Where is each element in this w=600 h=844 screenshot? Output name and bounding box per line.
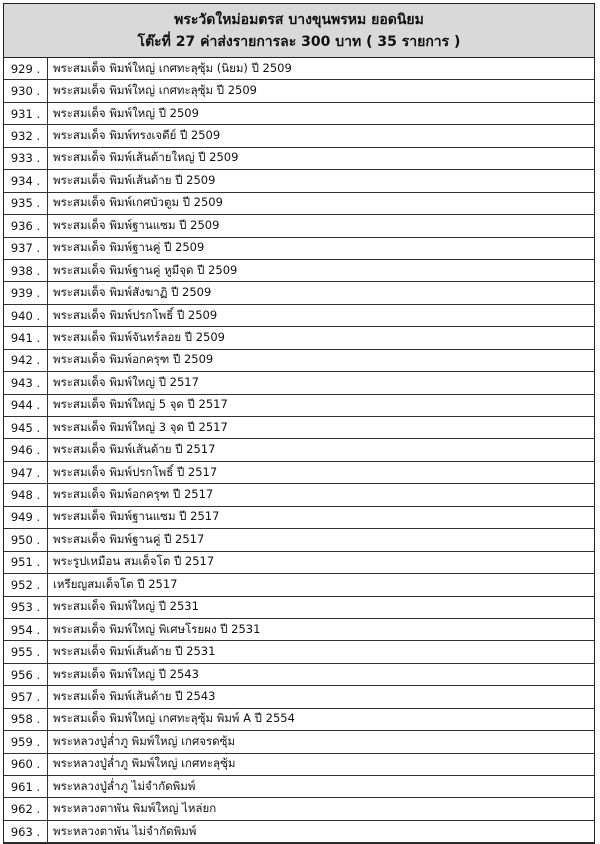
table-row [4, 574, 594, 596]
table-row [4, 372, 594, 394]
item-name: พระสมเด็จ พิมพ์สังฆาฏิ ปี 2509 [48, 282, 595, 304]
list-title: พระวัดใหม่อมตรส บางขุนพรหม ยอดนิยม [174, 12, 424, 28]
table-row [4, 304, 594, 326]
table-row [4, 170, 594, 192]
item-number: 930 . [4, 80, 48, 102]
table-row [4, 349, 594, 371]
item-name: พระหลวงตาพัน ไม่จำกัดพิมพ์ [48, 820, 595, 842]
item-number: 943 . [4, 372, 48, 394]
item-name: พระสมเด็จ พิมพ์ใหญ่ 5 จุด ปี 2517 [48, 394, 595, 416]
item-number: 953 . [4, 596, 48, 618]
item-number: 961 . [4, 776, 48, 798]
item-name: พระหลวงตาพัน พิมพ์ใหญ่ ไหล่ยก [48, 798, 595, 820]
table-row [4, 215, 594, 237]
item-name: พระสมเด็จ พิมพ์เกศบัวตูม ปี 2509 [48, 192, 595, 214]
item-number: 929 . [4, 58, 48, 80]
table-row [4, 708, 594, 730]
item-number: 932 . [4, 125, 48, 147]
table-row [4, 147, 594, 169]
item-name: พระสมเด็จ พิมพ์เส้นด้ายใหญ่ ปี 2509 [48, 147, 595, 169]
item-name: พระสมเด็จ พิมพ์ใหญ่ 3 จุด ปี 2517 [48, 417, 595, 439]
item-name: พระสมเด็จ พิมพ์ฐานแซม ปี 2509 [48, 215, 595, 237]
item-number: 949 . [4, 506, 48, 528]
item-number: 948 . [4, 484, 48, 506]
item-name: พระสมเด็จ พิมพ์เส้นด้าย ปี 2517 [48, 439, 595, 461]
item-number: 944 . [4, 394, 48, 416]
item-number: 938 . [4, 259, 48, 281]
table-row [4, 484, 594, 506]
item-number: 946 . [4, 439, 48, 461]
table-row [4, 529, 594, 551]
table-row [4, 417, 594, 439]
table-row [4, 641, 594, 663]
item-number: 963 . [4, 820, 48, 842]
item-number: 947 . [4, 461, 48, 483]
item-name: พระสมเด็จ พิมพ์จันทร์ลอย ปี 2509 [48, 327, 595, 349]
table-row [4, 551, 594, 573]
item-name: พระสมเด็จ พิมพ์ใหญ่ ปี 2543 [48, 663, 595, 685]
item-number: 959 . [4, 731, 48, 753]
list-header [4, 4, 594, 58]
item-name: พระสมเด็จ พิมพ์ใหญ่ ปี 2509 [48, 102, 595, 124]
item-number: 934 . [4, 170, 48, 192]
table-row [4, 80, 594, 102]
table-row [4, 125, 594, 147]
item-name: พระสมเด็จ พิมพ์เส้นด้าย ปี 2509 [48, 170, 595, 192]
item-number: 958 . [4, 708, 48, 730]
table-row [4, 731, 594, 753]
table-row [4, 58, 594, 80]
item-number: 937 . [4, 237, 48, 259]
item-table-body [4, 58, 594, 843]
item-number: 942 . [4, 349, 48, 371]
table-row [4, 237, 594, 259]
item-name: พระหลวงปู่ล่ำภู พิมพ์ใหญ่ เกศทะลุซุ้ม [48, 753, 595, 775]
table-row [4, 259, 594, 281]
item-name: พระสมเด็จ พิมพ์ใหญ่ ปี 2531 [48, 596, 595, 618]
item-number: 956 . [4, 663, 48, 685]
item-name: พระสมเด็จ พิมพ์ใหญ่ ปี 2517 [48, 372, 595, 394]
table-row [4, 686, 594, 708]
item-name: เหรียญสมเด็จโต ปี 2517 [48, 574, 595, 596]
item-number: 957 . [4, 686, 48, 708]
item-name: พระสมเด็จ พิมพ์ปรกโพธิ์ ปี 2517 [48, 461, 595, 483]
item-number: 941 . [4, 327, 48, 349]
table-row [4, 439, 594, 461]
item-name: พระสมเด็จ พิมพ์เส้นด้าย ปี 2531 [48, 641, 595, 663]
item-name: พระสมเด็จ พิมพ์อกครุฑ ปี 2517 [48, 484, 595, 506]
item-number: 962 . [4, 798, 48, 820]
table-row [4, 776, 594, 798]
table-row [4, 753, 594, 775]
auction-list-sheet [3, 3, 595, 844]
table-row [4, 461, 594, 483]
table-row [4, 663, 594, 685]
item-name: พระสมเด็จ พิมพ์ใหญ่ พิเศษโรยผง ปี 2531 [48, 618, 595, 640]
item-number: 933 . [4, 147, 48, 169]
item-name: พระรูปเหมือน สมเด็จโต ปี 2517 [48, 551, 595, 573]
item-number: 936 . [4, 215, 48, 237]
table-row [4, 596, 594, 618]
item-number: 960 . [4, 753, 48, 775]
item-name: พระสมเด็จ พิมพ์ฐานคู่ หูมีจุด ปี 2509 [48, 259, 595, 281]
table-row [4, 618, 594, 640]
table-row [4, 327, 594, 349]
item-number: 939 . [4, 282, 48, 304]
item-name: พระสมเด็จ พิมพ์เส้นด้าย ปี 2543 [48, 686, 595, 708]
item-name: พระสมเด็จ พิมพ์ใหญ่ เกศทะลุซุ้ม (นิยม) ปี 2509 [48, 58, 595, 80]
table-row [4, 192, 594, 214]
item-name: พระสมเด็จ พิมพ์ปรกโพธิ์ ปี 2509 [48, 304, 595, 326]
item-number: 954 . [4, 618, 48, 640]
item-name: พระสมเด็จ พิมพ์ฐานคู่ ปี 2517 [48, 529, 595, 551]
item-name: พระหลวงปู่ล่ำภู ไม่จำกัดพิมพ์ [48, 776, 595, 798]
item-name: พระสมเด็จ พิมพ์อกครุฑ ปี 2509 [48, 349, 595, 371]
item-name: พระสมเด็จ พิมพ์ใหญ่ เกศทะลุซุ้ม พิมพ์ A ปี 2554 [48, 708, 595, 730]
item-number: 931 . [4, 102, 48, 124]
table-row [4, 394, 594, 416]
item-number: 940 . [4, 304, 48, 326]
table-row [4, 506, 594, 528]
item-name: พระสมเด็จ พิมพ์ฐานแซม ปี 2517 [48, 506, 595, 528]
item-name: พระสมเด็จ พิมพ์ฐานคู่ ปี 2509 [48, 237, 595, 259]
item-number: 951 . [4, 551, 48, 573]
item-name: พระหลวงปู่ล่ำภู พิมพ์ใหญ่ เกศจรดซุ้ม [48, 731, 595, 753]
table-row [4, 102, 594, 124]
item-number: 950 . [4, 529, 48, 551]
list-subtitle: โต๊ะที่ 27 ค่าส่งรายการละ 300 บาท ( 35 รายการ ) [137, 34, 461, 50]
item-name: พระสมเด็จ พิมพ์ทรงเจดีย์ ปี 2509 [48, 125, 595, 147]
item-number: 935 . [4, 192, 48, 214]
item-number: 955 . [4, 641, 48, 663]
item-number: 945 . [4, 417, 48, 439]
item-table [4, 58, 594, 843]
table-row [4, 798, 594, 820]
table-row [4, 820, 594, 842]
item-name: พระสมเด็จ พิมพ์ใหญ่ เกศทะลุซุ้ม ปี 2509 [48, 80, 595, 102]
table-row [4, 282, 594, 304]
item-number: 952 . [4, 574, 48, 596]
